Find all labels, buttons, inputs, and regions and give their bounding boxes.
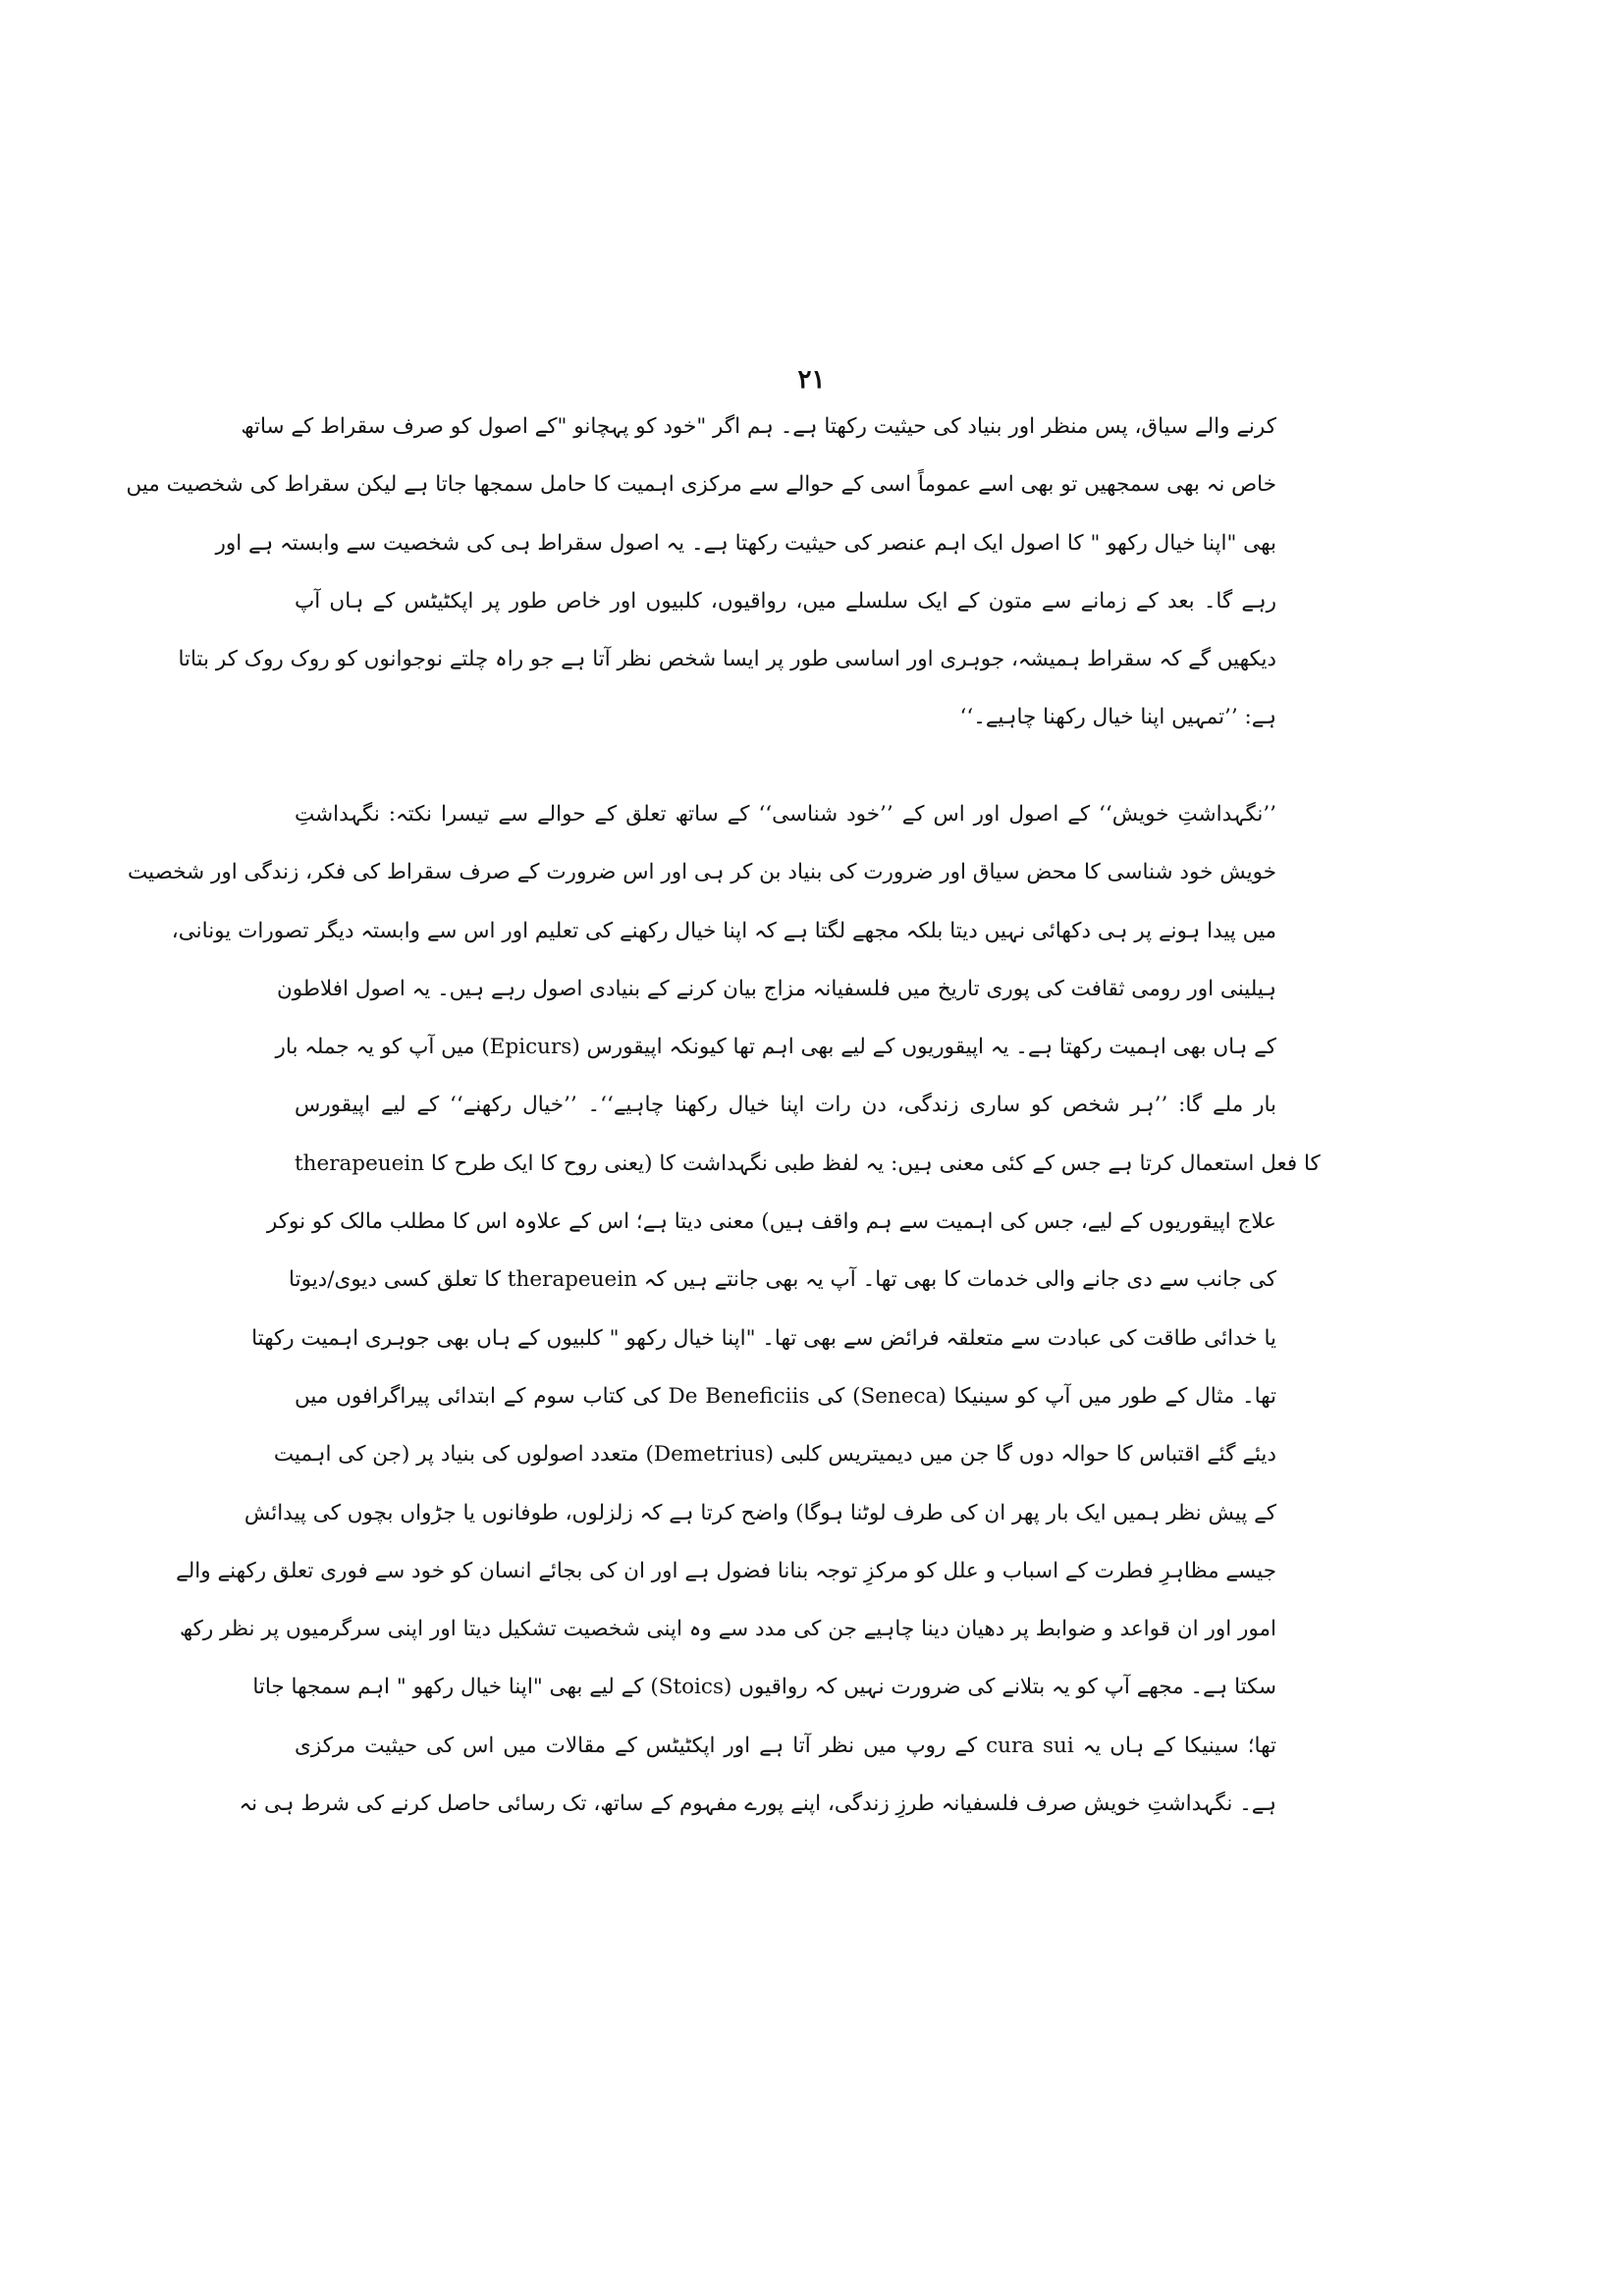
text-line: تھا۔ مثال کے طور میں آپ کو سینیکا (Seneca) کی De Beneficiis کی کتاب سوم کے ابتدائی پیراگرافوں میں xyxy=(295,1383,1277,1409)
text-line: ’’نگہداشتِ خویش‘‘ کے اصول اور اس کے ’’خود شناسی‘‘ کے ساتھ تعلق کے حوالے سے تیسرا نکتہ: نگہداشتِ xyxy=(295,802,1276,827)
text-line: therapeuein کا فعل استعمال کرتا ہے جس کے کئی معنی ہیں: یہ لفظ طبی نگہداشت کا (یعنی روح کا ایک طرح کا xyxy=(295,1150,1321,1176)
text-line: دیئے گئے اقتباس کا حوالہ دوں گا جن میں دیمیتریس کلبی (Demetrius) متعدد اصولوں کی بنیاد پر (جن کی اہمیت xyxy=(273,1442,1276,1468)
text-line: رہے گا۔ بعد کے زمانے سے متون کے ایک سلسلے میں، رواقیوں، کلبیوں اور خاص طور پر اپکٹیٹس کے ہاں آپ xyxy=(295,588,1276,614)
text-line: کے پیش نظر ہمیں ایک بار پھر ان کی طرف لوٹنا ہوگا) واضح کرتا ہے کہ زلزلوں، طوفانوں یا جڑواں بچوں کی پیدائش xyxy=(243,1500,1276,1525)
text-line: سکتا ہے۔ مجھے آپ کو یہ بتلانے کی ضرورت نہیں کہ رواقیوں (Stoics) کے لیے بھی "اپنا خیال رکھو " اہم سمجھا جاتا xyxy=(252,1675,1276,1700)
text-line: میں پیدا ہونے پر ہی دکھائی نہیں دیتا بلکہ مجھے لگتا ہے کہ اپنا خیال رکھنے کی تعلیم اور اس سے وابستہ دیگر تصورات یونانی، xyxy=(171,918,1276,943)
text-line: کی جانب سے دی جانے والی خدمات کا بھی تھا۔ آپ یہ بھی جانتے ہیں کہ therapeuein کا تعلق کسی دیوی/دیوتا xyxy=(289,1267,1276,1293)
paragraph-1 xyxy=(126,398,1276,747)
text-line: دیکھیں گے کہ سقراط ہمیشہ، جوہری اور اساسی طور پر ایسا شخص نظر آتا ہے جو راہ چلتے نوجوانوں کو روک روک کر بتاتا xyxy=(178,647,1276,672)
text-line: ہے۔ نگہداشتِ خویش صرف فلسفیانہ طرزِ زندگی، اپنے پورے مفہوم کے ساتھ، تک رسائی حاصل کرنے کی شرط ہی نہ xyxy=(239,1791,1276,1817)
text-line: جیسے مظاہرِ فطرت کے اسباب و علل کو مرکزِ توجہ بنانا فضول ہے اور ان کی بجائے انسان کو خود سے فوری تعلق رکھنے والے xyxy=(176,1558,1276,1583)
text-line: ہے: ’’تمہیں اپنا خیال رکھنا چاہیے۔‘‘ xyxy=(959,705,1276,730)
text-line: کے ہاں بھی اہمیت رکھتا ہے۔ یہ اپیقوریوں کے لیے بھی اہم تھا کیونکہ اپیقورس (Epicurs) میں آپ کو یہ جملہ بار xyxy=(275,1035,1276,1060)
text-line: ہیلینی اور رومی ثقافت کی پوری تاریخ میں فلسفیانہ مزاج بیان کرنے کے بنیادی اصول رہے ہیں۔ یہ اصول افلاطون xyxy=(276,976,1276,1001)
text-line: خویش خود شناسی کا محض سیاق اور ضرورت کی بنیاد بن کر ہی اور اس ضرورت کے صرف سقراط کی فکر، زندگی اور شخصیت xyxy=(128,860,1276,885)
text-line: یا خدائی طاقت کی عبادت سے متعلقہ فرائض سے بھی تھا۔ "اپنا خیال رکھو " کلبیوں کے ہاں بھی جوہری اہمیت رکھتا xyxy=(251,1325,1276,1351)
text-line: بار ملے گا: ’’ہر شخص کو ساری زندگی، دن رات اپنا خیال رکھنا چاہیے‘‘۔ ’’خیال رکھنے‘‘ کے لیے اپیقورس xyxy=(295,1093,1276,1118)
text-line: بھی "اپنا خیال رکھو " کا اصول ایک اہم عنصر کی حیثیت رکھتا ہے۔ یہ اصول سقراط ہی کی شخصیت سے وابستہ ہے اور xyxy=(215,530,1276,556)
page-number: ۲۱ xyxy=(797,365,826,395)
text-line: خاص نہ بھی سمجھیں تو بھی اسے عموماً اسی کے حوالے سے مرکزی اہمیت کا حامل سمجھا جاتا ہے لیکن سقراط کی شخصیت میں xyxy=(126,472,1276,498)
text-line: امور اور ان قواعد و ضوابط پر دھیان دینا چاہیے جن کی مدد سے وہ اپنی شخصیت تشکیل دیتا اور اپنی سرگرمیوں پر نظر رکھ xyxy=(180,1617,1276,1642)
text-line: تھا؛ سینیکا کے ہاں یہ cura sui کے روپ میں نظر آتا ہے اور اپکٹیٹس کے مقالات میں اس کی حیثیت مرکزی xyxy=(295,1733,1276,1758)
paragraph-2 xyxy=(128,785,1321,1833)
text-line: کرنے والے سیاق، پس منظر اور بنیاد کی حیثیت رکھتا ہے۔ ہم اگر "خود کو پہچانو "کے اصول کو صرف سقراط کے ساتھ xyxy=(241,414,1276,439)
text-line: علاج اپیقوریوں کے لیے، جس کی اہمیت سے ہم واقف ہیں) معنی دیتا ہے؛ اس کے علاوہ اس کا مطلب مالک کو نوکر xyxy=(266,1209,1276,1235)
